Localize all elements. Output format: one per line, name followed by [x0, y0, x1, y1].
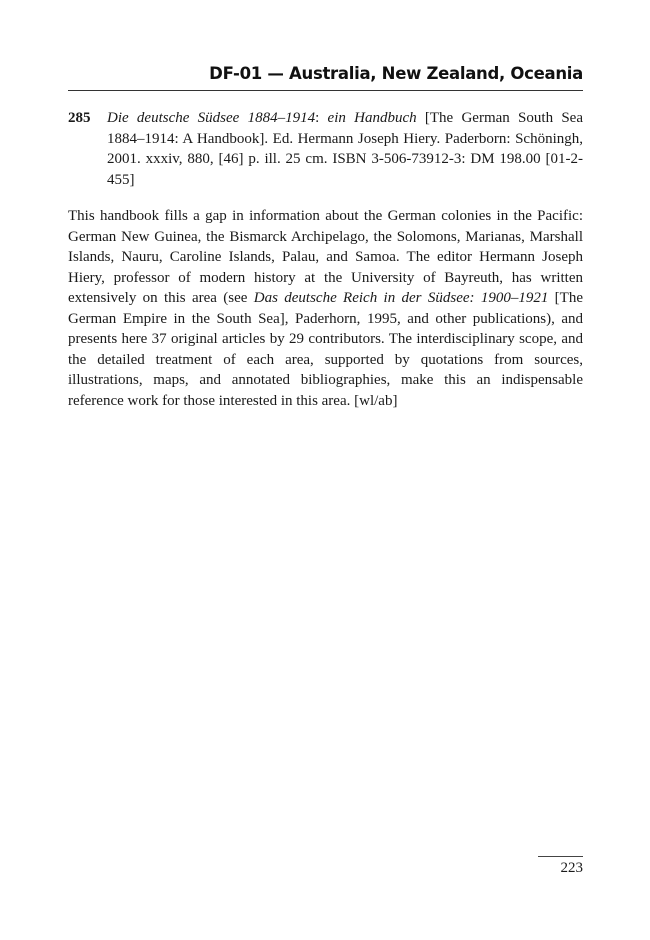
entry-number: 285 — [68, 110, 91, 126]
footer-rule — [538, 856, 583, 857]
header-rule — [68, 90, 583, 91]
running-header: DF-01 — Australia, New Zealand, Oceania — [209, 64, 583, 83]
entry-citation — [107, 108, 583, 190]
page-number: 223 — [560, 860, 583, 876]
abstract-text-2: [The German Empire in the South Sea], Paderhorn, 1995, and other publications), and presents here 37 original articles by 29 contributors. The interdisciplinary scope, and the detailed treatment of each area, supported by quotations from sources, illustrations, maps, and annotated bibliographies, make this an indispensable reference work for those interested in this area. [wl/ab] — [68, 290, 583, 409]
entry-title-separator: : — [315, 110, 328, 126]
entry-title: Die deutsche Südsee 1884–1914 — [107, 110, 316, 126]
abstract-text-1: This handbook fills a gap in information about the German colonies in the Pacific: German New Guinea, the Bismarck Archipelago, the Solomons, Marianas, Marshall Islands, Nauru, Caroline Islands, Palau, and Samoa. The editor Hermann Joseph Hiery, professor of modern history at the University of Bayreuth, has written extensively on this area (see — [68, 208, 583, 306]
entry-subtitle: ein Handbuch — [327, 110, 417, 126]
entry-abstract — [68, 206, 583, 411]
bibliography-entry — [68, 108, 583, 190]
entry-details: [The German South Sea 1884–1914: A Handbook]. Ed. Hermann Joseph Hiery. Paderborn: Schöningh, 2001. xxxiv, 880, [46] p. ill. 25 cm. ISBN 3-506-73912-3: DM 198.00 [01-2-455] — [107, 110, 583, 188]
abstract-cited-title: Das deutsche Reich in der Südsee: 1900–1921 — [253, 290, 549, 306]
